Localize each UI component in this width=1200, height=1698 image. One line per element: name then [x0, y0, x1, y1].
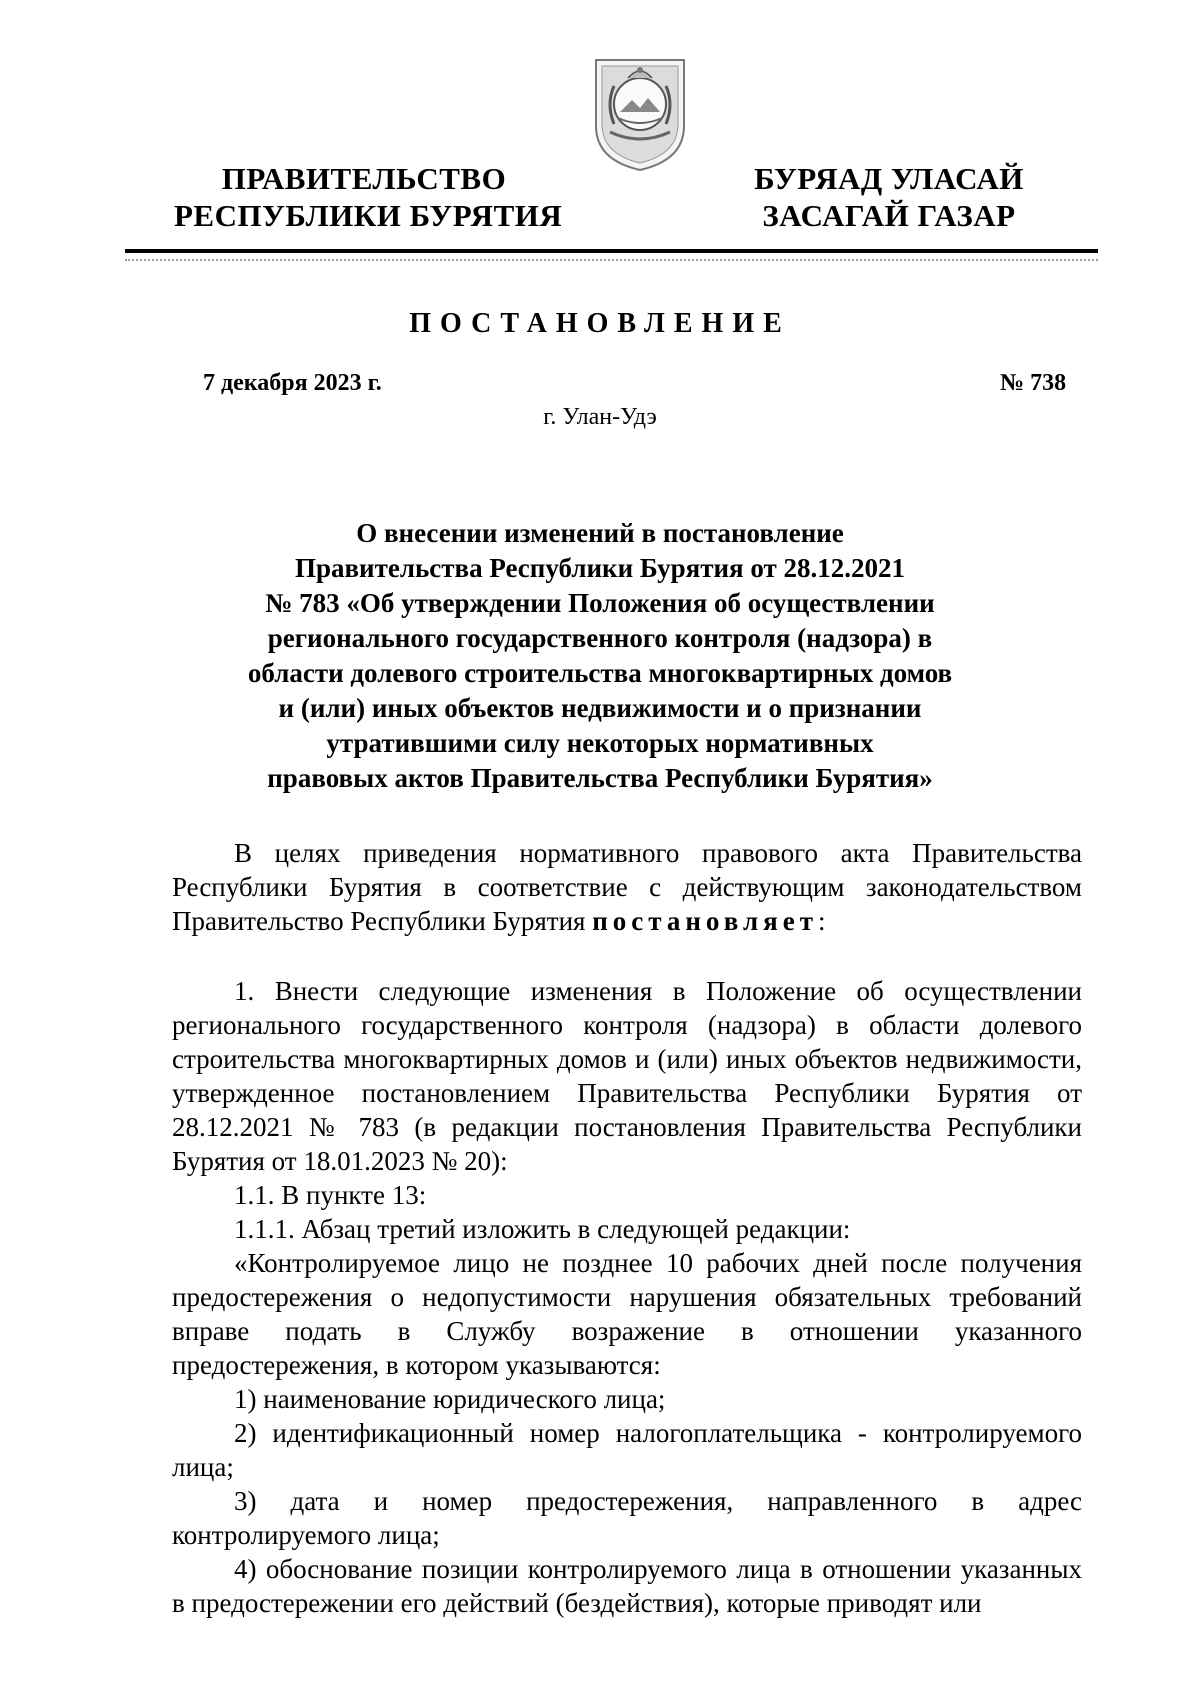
- title-line: правовых актов Правительства Республики Бурятия»: [267, 763, 933, 793]
- intro-end: :: [817, 906, 826, 936]
- document-city: г. Улан-Удэ: [543, 404, 657, 430]
- title-line: регионального государственного контроля (надзора) в: [267, 623, 933, 653]
- title-line: О внесении изменений в постановление: [356, 518, 844, 548]
- paragraph-1-1-1: 1.1.1. Абзац третий изложить в следующей редакции:: [234, 1214, 851, 1244]
- paragraph-1-1: 1.1. В пункте 13:: [234, 1180, 427, 1210]
- government-name-buryat-line2: ЗАСАГАЙ ГАЗАР: [762, 198, 1016, 233]
- government-name-line1: ПРАВИТЕЛЬСТВО: [221, 161, 507, 196]
- intro-paragraph: [172, 836, 1082, 938]
- coat-of-arms-icon: [592, 56, 688, 174]
- government-name-russian: [174, 160, 563, 234]
- government-name-buryat: [742, 160, 1036, 234]
- title-line: № 783 «Об утверждении Положения об осуществлении: [265, 588, 935, 618]
- government-name-buryat-line1: БУРЯАД УЛАСАЙ: [754, 161, 1024, 196]
- list-item: 2) идентификационный номер налогоплательщика - контролируемого лица;: [172, 1418, 1082, 1482]
- list-item: 1) наименование юридического лица;: [234, 1384, 666, 1414]
- government-name-line2: РЕСПУБЛИКИ БУРЯТИЯ: [174, 198, 563, 233]
- intro-verb: постановляет: [592, 906, 818, 936]
- list-item: 3) дата и номер предостережения, направленного в адрес контролируемого лица;: [172, 1486, 1082, 1550]
- document-title: [200, 516, 1000, 796]
- document-number: № 738: [1000, 370, 1067, 396]
- header-divider: [125, 249, 1098, 253]
- paragraph-1: 1. Внести следующие изменения в Положение об осуществлении регионального государственного контроля (надзора) в области долевого строительства многоквартирных домов и (или) иных объектов недвижимости, утвержденное постановлением Правительства Республики Бурятия от 28.12.2021 № 783 (в редакции постановления Правительства Республики Бурятия от 18.01.2023 № 20):: [172, 976, 1082, 1176]
- document-body: [172, 836, 1082, 1620]
- title-line: и (или) иных объектов недвижимости и о признании: [278, 693, 922, 723]
- document-type: ПОСТАНОВЛЕНИЕ: [409, 308, 791, 339]
- document-date: 7 декабря 2023 г.: [203, 370, 382, 396]
- list-item: 4) обоснование позиции контролируемого лица в отношении указанных в предостережении его действий (бездействия), которые приводят или: [172, 1554, 1082, 1618]
- title-line: области долевого строительства многоквартирных домов: [247, 658, 953, 688]
- paragraph-quote: «Контролируемое лицо не позднее 10 рабочих дней после получения предостережения о недопустимости нарушения обязательных требований вправе подать в Службу возражение в отношении указанного предостережения, в котором указываются:: [172, 1248, 1082, 1380]
- title-line: Правительства Республики Бурятия от 28.12.2021: [294, 553, 906, 583]
- title-line: утратившими силу некоторых нормативных: [326, 728, 874, 758]
- intro-text: В целях приведения нормативного правового акта Правительства Республики Бурятия в соответствие с действующим законодательством Правительство Республики Бурятия: [172, 838, 1082, 936]
- header-divider-dotted: [125, 259, 1098, 261]
